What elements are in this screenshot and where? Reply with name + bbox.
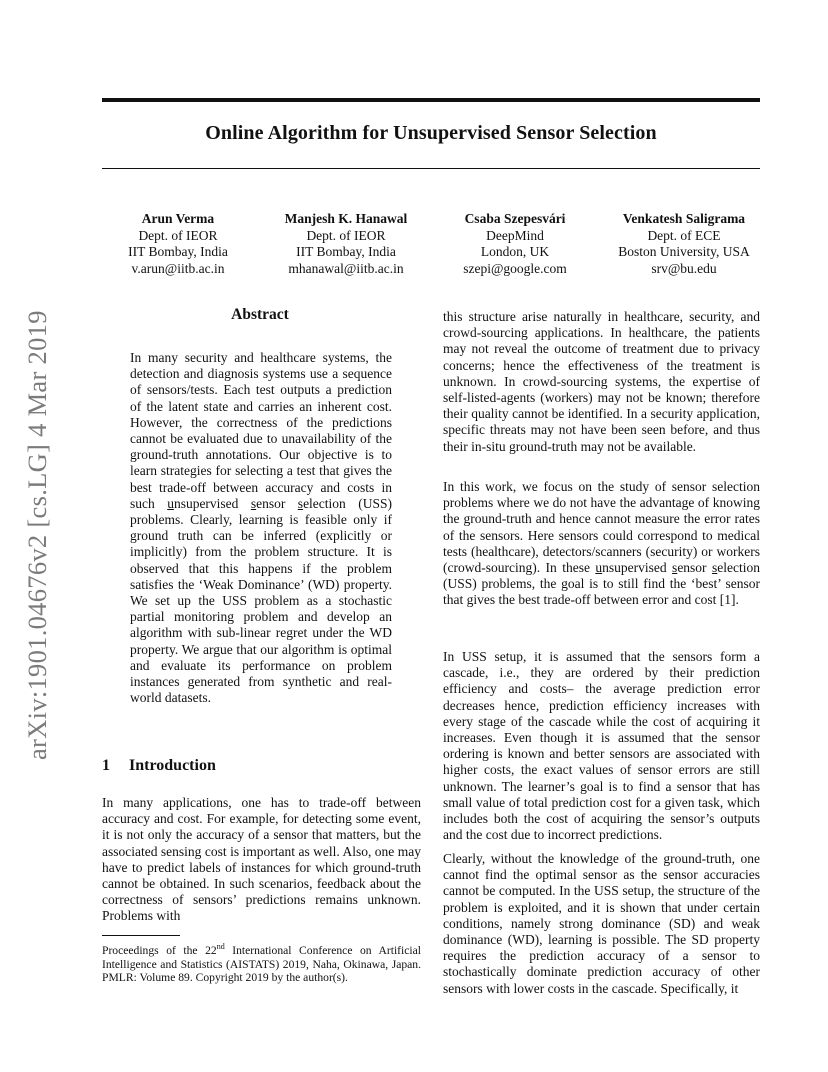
author-dept: Dept. of IEOR (138, 227, 218, 243)
author-institution: IIT Bombay, India (296, 244, 396, 259)
author-name: Manjesh K. Hanawal (284, 211, 408, 226)
section-number: 1 (102, 757, 110, 774)
author-institution: Boston University, USA (618, 244, 750, 259)
author-dept: DeepMind (486, 227, 544, 243)
right-paragraph-2: In this work, we focus on the study of sensor selection problems where we do not have the advantage of knowing the ground-truth and hence cannot measure the error rates of the sensors. Here sensors could correspond to medical tests (healthcare), detectors/scanners (security) or workers (crowd-sourcing). In these unsupervised sensor selection (USS) problems, the goal is to still find the ‘best’ sensor that gives the best trade-off between error and cost [1]. (443, 479, 760, 608)
author-name: Arun Verma (141, 211, 215, 226)
author-block-4 (594, 211, 774, 277)
intro-paragraph-1: In many applications, one has to trade-off between accuracy and cost. For example, for detecting some event, it is not only the accuracy of a sensor that matters, but the associated sensing cost is important as well. Also, one may have to predict labels of instances for which ground-truth cannot be obtained. In such scenarios, feedback about the correctness of sensors’ predictions remains unknown. Problems with (102, 795, 421, 924)
section-title: Introduction (129, 757, 216, 774)
footnote-rule (102, 935, 180, 936)
paper-title: Online Algorithm for Unsupervised Sensor Selection (205, 122, 657, 144)
title-bottom-rule (102, 168, 760, 169)
author-dept: Dept. of ECE (647, 227, 721, 243)
title-top-rule (102, 98, 760, 102)
author-institution: IIT Bombay, India (128, 244, 228, 259)
right-paragraph-1: this structure arise naturally in healthcare, security, and crowd-sourcing applications. In healthcare, the patients may not reveal the outcome of treatment due to privacy concerns; hence the effectiveness of the treatment is unknown. In crowd-sourcing systems, the expertise of self-listed-agents (workers) may not be known; therefore their quality cannot be identified. In a security application, specific threats may not have been seen before, and thus their in-situ ground-truth may not be available. (443, 309, 760, 454)
right-paragraph-4: Clearly, without the knowledge of the ground-truth, one cannot find the optimal sensor as the sensor accuracies cannot be computed. In the USS setup, the structure of the problem is exploited, and it is shown that under certain conditions, namely strong dominance (SD) and weak dominance (WD), learning is possible. The SD property requires the prediction accuracy of a sensor to stochastically dominate prediction accuracy of other sensors with lower costs in the cascade. Specifically, it (443, 851, 760, 996)
author-block-2 (256, 211, 436, 277)
author-institution: London, UK (480, 244, 550, 259)
author-email: szepi@google.com (463, 260, 567, 276)
author-email: v.arun@iitb.ac.in (131, 260, 225, 276)
abstract-text-part-1: In many security and healthcare systems, the detection and diagnosis systems use a sequence of sensors/tests. Each test outputs a prediction of the latent state and carries an inherent cost. However, the correctness of the predictions cannot be evaluated due to unavailability of the ground-truth annotations. Our objective is to learn strategies for selecting a test that gives the best trade-off between accuracy and costs in such (130, 350, 392, 511)
author-block-3 (425, 211, 605, 277)
abstract-heading: Abstract (231, 306, 289, 323)
arxiv-identifier-stamp: arXiv:1901.04676v2 [cs.LG] 4 Mar 2019 (22, 310, 52, 760)
author-email: mhanawal@iitb.ac.in (288, 260, 404, 276)
author-block-1 (88, 211, 268, 277)
author-name: Venkatesh Saligrama (622, 211, 746, 226)
footnote: Proceedings of the 22nd International Conference on Artificial Intelligence and Statistics (AISTATS) 2019, Naha, Okinawa, Japan. PMLR: Volume 89. Copyright 2019 by the author(s). (102, 942, 421, 985)
author-email: srv@bu.edu (651, 260, 717, 276)
section-heading-introduction (102, 757, 216, 775)
abstract-body: In many security and healthcare systems, the detection and diagnosis systems use a sequence of sensors/tests. Each test outputs a prediction of the latent state and carries an inherent cost. However, the correctness of the predictions cannot be evaluated due to unavailability of the ground-truth annotations. Our objective is to learn strategies for selecting a test that gives the best trade-off between accuracy and costs in such unsupervised sensor selection (USS) problems. Clearly, learning is feasible only if ground truth can be inferred (explicitly or implicitly) from the problem structure. It is observed that this happens if the problem satisfies the ‘Weak Dominance’ (WD) property. We set up the USS problem as a stochastic partial monitoring problem and develop an algorithm with sub-linear regret under the WD property. We argue that our algorithm is optimal and evaluate its performance on problem instances generated from synthetic and real-world datasets. (130, 350, 392, 706)
author-dept: Dept. of IEOR (306, 227, 386, 243)
abstract-text-part-2: problems. Clearly, learning is feasible only if ground truth can be inferred (explicitly or implicitly) from the problem structure. It is observed that this happens if the problem satisfies the ‘Weak Dominance’ (WD) property. We set up the USS problem as a stochastic partial monitoring problem and develop an algorithm with sub-linear regret under the WD property. We argue that our algorithm is optimal and evaluate its performance on problem instances generated from synthetic and real-world datasets. (130, 512, 392, 706)
author-name: Csaba Szepesvári (464, 211, 566, 226)
right-paragraph-3: In USS setup, it is assumed that the sensors form a cascade, i.e., they are ordered by their prediction efficiency and costs– the average prediction error decreases hence, prediction efficiency increases with every stage of the cascade while the cost of acquiring it increases. Even though it is assumed that the sensor ordering is known and better sensors are associated with higher costs, the exact values of sensor errors are still unknown. The learner’s goal is to find a sensor that has small value of total prediction cost for a given task, which includes both the cost of acquiring the sensor’s outputs and the cost due to incorrect predictions. (443, 649, 760, 843)
